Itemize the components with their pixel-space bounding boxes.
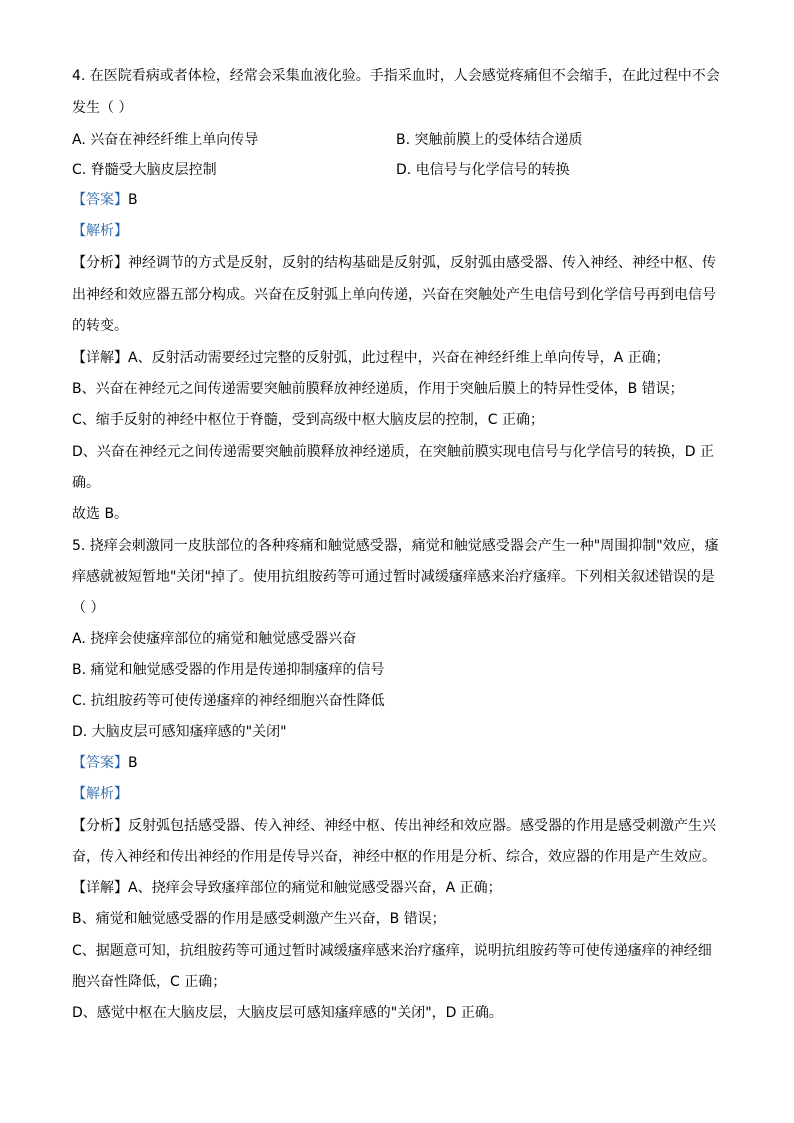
q4-fenxi-line-3: 的转变。 [72, 318, 128, 334]
q4-option-c: C. 脊髓受大脑皮层控制 [72, 162, 217, 178]
q4-xiangjie-text-1: A、反射活动需要经过完整的反射弧，此过程中，兴奋在神经纤维上单向传导，A 正确； [128, 350, 670, 366]
q5-stem-line-2: 痒感就被短暂地"关闭"掉了。使用抗组胺药等可通过暂时减缓瘙痒感来治疗瘙痒。下列相关叙述错误的是 [72, 569, 715, 585]
q4-xiangjie-tag: 【详解】 [72, 350, 128, 366]
q5-xiangjie-line-1 [72, 877, 727, 899]
q5-analysis-tag: 【解析】 [72, 786, 128, 802]
q5-option-b: B. 痛觉和触觉感受器的作用是传递抑制瘙痒的信号 [72, 662, 385, 678]
q5-stem-line-3: （ ） [72, 600, 105, 616]
q5-fenxi-tag: 【分析】 [72, 818, 128, 834]
q5-answer-value: B [128, 755, 138, 771]
q5-option-d: D. 大脑皮层可感知瘙痒感的"关闭" [72, 724, 287, 740]
q4-fenxi-tag: 【分析】 [72, 255, 128, 271]
q5-answer-line [72, 752, 727, 774]
q4-answer-line [72, 189, 727, 211]
q4-option-a: A. 兴奋在神经纤维上单向传导 [72, 132, 259, 148]
q4-conclusion: 故选 B。 [72, 506, 129, 522]
q4-analysis-line [72, 220, 727, 242]
q4-xiangjie-line-2: B、兴奋在神经元之间传递需要突触前膜释放神经递质，作用于突触后膜上的特异性受体，B 错误； [72, 381, 684, 397]
q5-stem-line-1: 5. 挠痒会刺激同一皮肤部位的各种疼痛和触觉感受器，痛觉和触觉感受器会产生一种"周围抑制"效应，瘙 [72, 538, 719, 554]
q4-option-d: D. 电信号与化学信号的转换 [396, 162, 570, 178]
q4-fenxi-line-1 [72, 252, 727, 274]
q4-option-b: B. 突触前膜上的受体结合递质 [396, 132, 583, 148]
q4-xiangjie-line-1 [72, 347, 727, 369]
q4-xiangjie-line-4: D、兴奋在神经元之间传递需要突触前膜释放神经递质，在突触前膜实现电信号与化学信号的转换，D 正 [72, 444, 715, 460]
q4-stem-line-1: 4. 在医院看病或者体检，经常会采集血液化验。手指采血时，人会感觉疼痛但不会缩手，在此过程中不会 [72, 68, 720, 84]
q5-xiangjie-line-4: 胞兴奋性降低，C 正确； [72, 974, 227, 990]
q4-fenxi-text-1: 神经调节的方式是反射，反射的结构基础是反射弧，反射弧由感受器、传入神经、神经中枢、传 [128, 255, 716, 271]
q4-fenxi-line-2: 出神经和效应器五部分构成。兴奋在反射弧上单向传递，兴奋在突触处产生电信号到化学信号再到电信号 [72, 287, 716, 303]
q5-xiangjie-text-1: A、挠痒会导致瘙痒部位的痛觉和触觉感受器兴奋，A 正确； [128, 880, 502, 896]
q4-xiangjie-line-5: 确。 [72, 475, 100, 491]
q5-xiangjie-line-3: C、据题意可知，抗组胺药等可通过暂时减缓瘙痒感来治疗瘙痒，说明抗组胺药等可使传递瘙痒的神经细 [72, 943, 712, 959]
q4-stem-line-2: 发生（ ） [72, 100, 133, 116]
q4-answer-value: B [128, 192, 138, 208]
q5-fenxi-text-1: 反射弧包括感受器、传入神经、神经中枢、传出神经和效应器。感受器的作用是感受刺激产生兴 [128, 818, 716, 834]
q5-fenxi-line-2: 奋，传入神经和传出神经的作用是传导兴奋，神经中枢的作用是分析、综合，效应器的作用是产生效应。 [72, 849, 716, 865]
q5-xiangjie-line-5: D、感觉中枢在大脑皮层，大脑皮层可感知瘙痒感的"关闭"，D 正确。 [72, 1005, 503, 1021]
q4-xiangjie-line-3: C、缩手反射的神经中枢位于脊髓，受到高级中枢大脑皮层的控制，C 正确； [72, 412, 544, 428]
q4-analysis-tag: 【解析】 [72, 223, 128, 239]
q5-option-c: C. 抗组胺药等可使传递瘙痒的神经细胞兴奋性降低 [72, 693, 385, 709]
q4-answer-tag: 【答案】 [72, 192, 128, 208]
q5-answer-tag: 【答案】 [72, 755, 128, 771]
q5-fenxi-line-1 [72, 815, 727, 837]
q5-xiangjie-line-2: B、痛觉和触觉感受器的作用是感受刺激产生兴奋，B 错误； [72, 911, 446, 927]
q5-xiangjie-tag: 【详解】 [72, 880, 128, 896]
q5-analysis-line [72, 783, 727, 805]
q5-option-a: A. 挠痒会使瘙痒部位的痛觉和触觉感受器兴奋 [72, 631, 357, 647]
